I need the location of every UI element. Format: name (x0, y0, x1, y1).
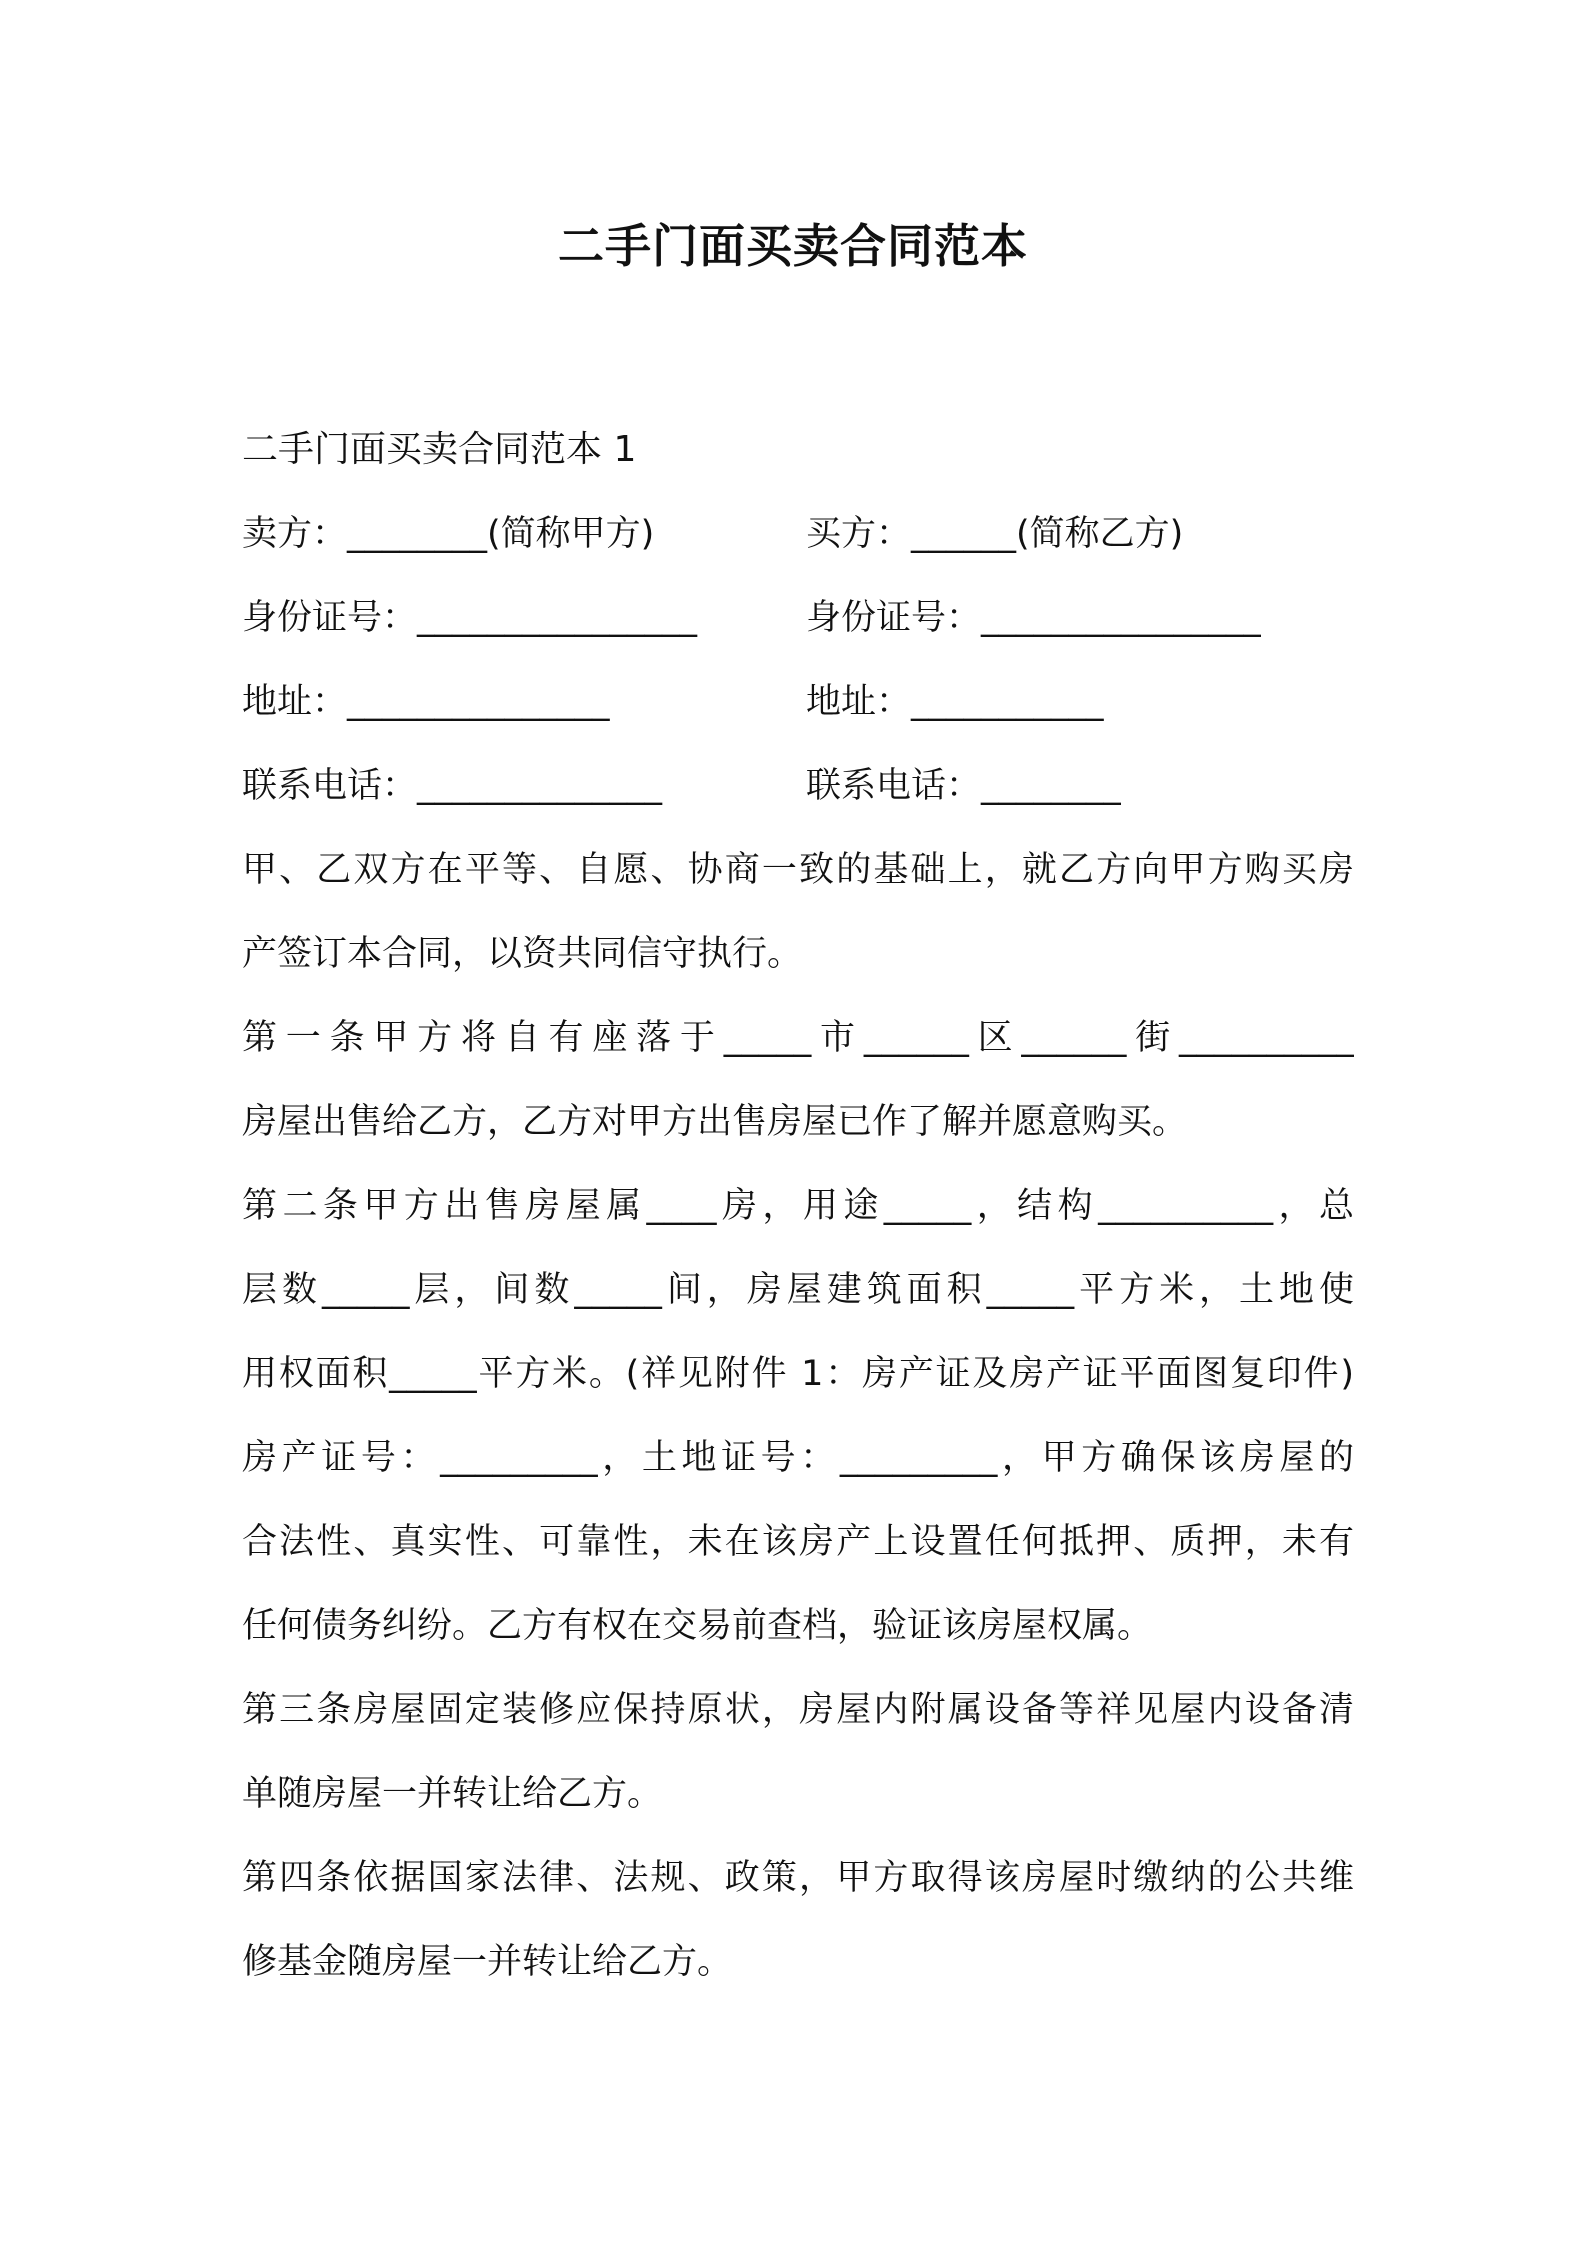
buyer-id-field: 身份证号：________________ (806, 598, 1262, 638)
party-row-id-number (242, 576, 1354, 660)
document-body (242, 408, 1354, 2004)
article-2-line: 任何债务纠纷。乙方有权在交易前查档，验证该房屋权属。 (242, 1606, 1153, 1646)
article-2-line: 合法性、真实性、可靠性，未在该房产上设置任何抵押、质押，未有 (242, 1522, 1354, 1562)
buyer-field: 买方：______(简称乙方) (806, 514, 1184, 554)
party-row-phone (242, 744, 1354, 828)
buyer-address-field: 地址：___________ (806, 682, 1104, 722)
party-row-address (242, 660, 1354, 744)
article-2-line: 房产证号：_________，土地证号：_________，甲方确保该房屋的 (242, 1438, 1354, 1478)
article-4-line: 修基金随房屋一并转让给乙方。 (242, 1942, 733, 1982)
section-subtitle: 二手门面买卖合同范本 1 (242, 429, 637, 470)
article-2-line: 用权面积_____平方米。(祥见附件 1：房产证及房产证平面图复印件) (242, 1354, 1354, 1394)
paragraph-line: 甲、乙双方在平等、自愿、协商一致的基础上，就乙方向甲方购买房 (242, 850, 1354, 890)
seller-phone-field: 联系电话：______________ (242, 766, 663, 806)
party-row-seller-buyer (242, 492, 1354, 576)
document-title: 二手门面买卖合同范本 (558, 219, 1028, 273)
seller-address-field: 地址：_______________ (242, 682, 610, 722)
seller-field: 卖方：________(简称甲方) (242, 514, 655, 554)
article-2-line: 层数_____层，间数_____间，房屋建筑面积_____平方米，土地使 (242, 1270, 1354, 1310)
paragraph-line: 产签订本合同，以资共同信守执行。 (242, 934, 803, 974)
article-1-line: 第一条甲方将自有座落于_____市______区______街__________ (242, 1018, 1354, 1058)
article-3-line: 第三条房屋固定装修应保持原状，房屋内附属设备等祥见屋内设备清 (242, 1690, 1354, 1730)
article-4-line: 第四条依据国家法律、法规、政策，甲方取得该房屋时缴纳的公共维 (242, 1858, 1354, 1898)
article-1-line: 房屋出售给乙方，乙方对甲方出售房屋已作了解并愿意购买。 (242, 1102, 1188, 1142)
article-3-line: 单随房屋一并转让给乙方。 (242, 1774, 663, 1814)
article-2-line: 第二条甲方出售房屋属____房，用途_____，结构__________，总 (242, 1186, 1354, 1226)
seller-id-field: 身份证号：________________ (242, 598, 698, 638)
buyer-phone-field: 联系电话：________ (806, 766, 1122, 806)
